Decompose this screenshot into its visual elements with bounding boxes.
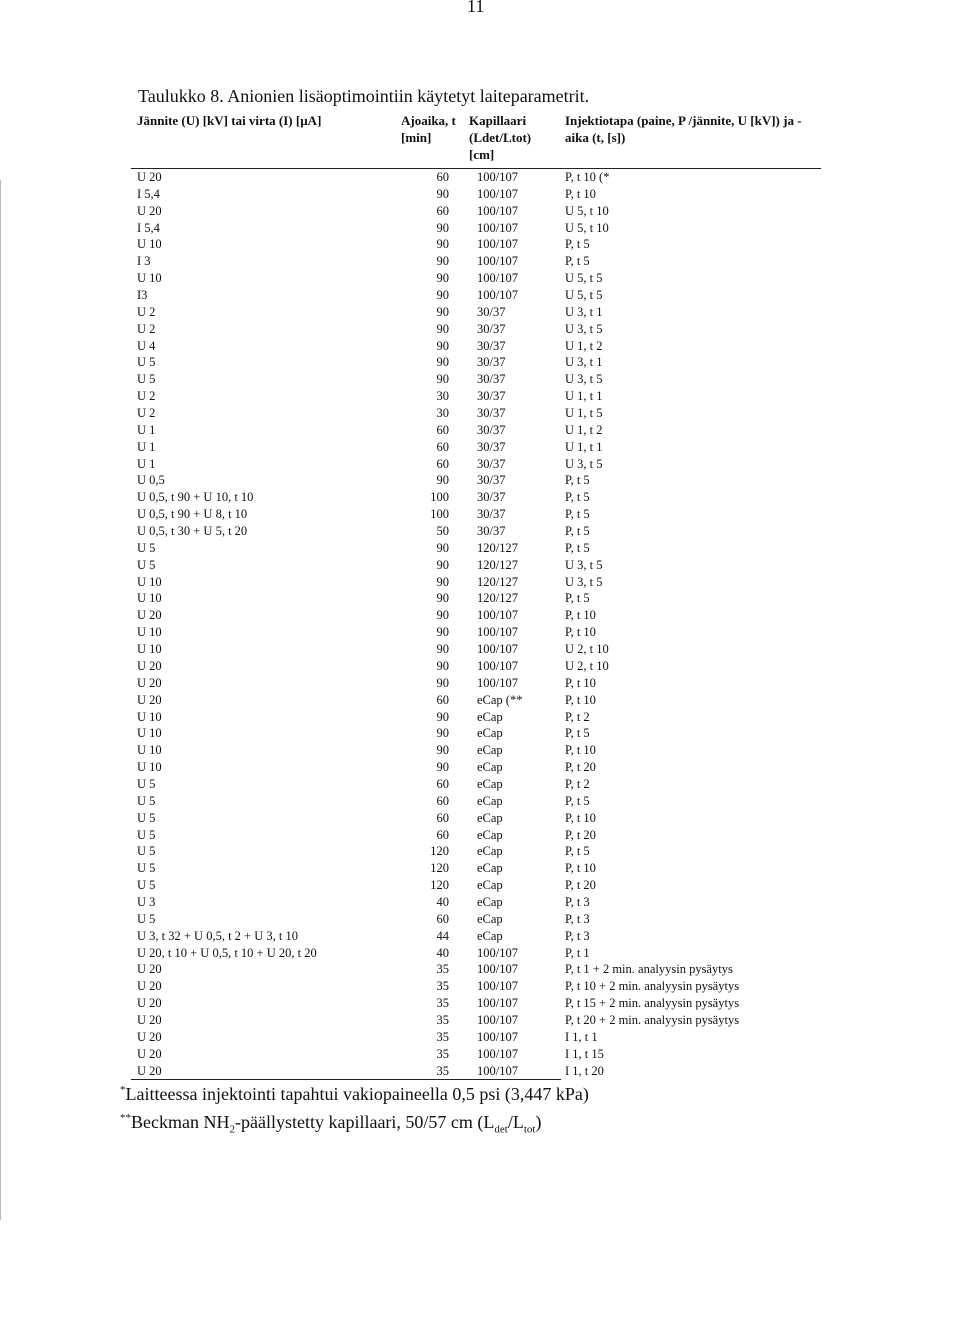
cell-capillary: eCap bbox=[477, 760, 503, 775]
cell-injection: P, t 1 + 2 min. analyysin pysäytys bbox=[565, 962, 733, 977]
cell-capillary: 30/37 bbox=[477, 490, 506, 505]
cell-voltage-current: U 20 bbox=[137, 962, 162, 977]
cell-voltage-current: U 10 bbox=[137, 271, 162, 286]
cell-voltage-current: U 5 bbox=[137, 776, 156, 791]
table-row bbox=[131, 759, 821, 776]
header-capillary: Kapillaari (Ldet/Ltot) [cm] bbox=[469, 113, 532, 162]
table-row bbox=[131, 1029, 821, 1046]
cell-run-time: 60 bbox=[436, 810, 449, 825]
table-row bbox=[131, 557, 821, 574]
cell-run-time: 60 bbox=[436, 911, 449, 926]
table-row bbox=[131, 388, 821, 405]
cell-run-time: 60 bbox=[436, 203, 449, 218]
cell-run-time: 90 bbox=[436, 186, 449, 201]
cell-run-time: 50 bbox=[436, 524, 449, 539]
cell-capillary: 30/37 bbox=[477, 456, 506, 471]
cell-capillary: 30/37 bbox=[477, 338, 506, 353]
cell-run-time: 120 bbox=[430, 844, 449, 859]
cell-injection: P, t 20 bbox=[565, 827, 596, 842]
cell-voltage-current: U 10 bbox=[137, 642, 162, 657]
cell-injection: P, t 5 bbox=[565, 254, 590, 269]
cell-injection: U 2, t 10 bbox=[565, 658, 609, 673]
cell-injection: P, t 10 (* bbox=[565, 170, 610, 184]
cell-injection: U 3, t 1 bbox=[565, 304, 603, 319]
cell-voltage-current: U 10 bbox=[137, 726, 162, 741]
cell-voltage-current: U 5 bbox=[137, 355, 156, 370]
cell-injection: I 1, t 15 bbox=[565, 1046, 604, 1061]
table-row bbox=[131, 709, 821, 726]
cell-capillary: 100/107 bbox=[477, 675, 518, 690]
cell-injection: P, t 3 bbox=[565, 894, 590, 909]
table-row bbox=[131, 472, 821, 489]
cell-injection: P, t 5 bbox=[565, 507, 590, 522]
cell-capillary: 100/107 bbox=[477, 962, 518, 977]
cell-run-time: 90 bbox=[436, 574, 449, 589]
cell-run-time: 60 bbox=[436, 793, 449, 808]
cell-capillary: 30/37 bbox=[477, 389, 506, 404]
cell-capillary: eCap bbox=[477, 861, 503, 876]
cell-injection: P, t 20 + 2 min. analyysin pysäytys bbox=[565, 1012, 740, 1027]
cell-voltage-current: I 5,4 bbox=[137, 186, 160, 201]
cell-injection: U 5, t 5 bbox=[565, 288, 603, 303]
table-row bbox=[131, 995, 821, 1012]
table-body bbox=[131, 169, 821, 1079]
cell-run-time: 90 bbox=[436, 355, 449, 370]
table-row bbox=[131, 456, 821, 473]
table-row bbox=[131, 186, 821, 203]
cell-run-time: 30 bbox=[436, 389, 449, 404]
table-row bbox=[131, 371, 821, 388]
cell-capillary: 100/107 bbox=[477, 608, 518, 623]
cell-voltage-current: U 20 bbox=[137, 692, 162, 707]
cell-capillary: 100/107 bbox=[477, 1046, 518, 1061]
cell-injection: P, t 5 bbox=[565, 726, 590, 741]
cell-capillary: 30/37 bbox=[477, 473, 506, 488]
table-row bbox=[131, 590, 821, 607]
cell-voltage-current: U 5 bbox=[137, 372, 156, 387]
table-row bbox=[131, 253, 821, 270]
cell-run-time: 60 bbox=[436, 170, 449, 184]
cell-run-time: 90 bbox=[436, 675, 449, 690]
cell-capillary: 100/107 bbox=[477, 170, 518, 184]
cell-injection: P, t 10 bbox=[565, 675, 596, 690]
table-row bbox=[131, 675, 821, 692]
cell-injection: P, t 10 bbox=[565, 186, 596, 201]
cell-voltage-current: U 20 bbox=[137, 1063, 162, 1078]
left-margin-line bbox=[0, 180, 1, 1220]
cell-injection: U 5, t 5 bbox=[565, 271, 603, 286]
table-row bbox=[131, 489, 821, 506]
footnote-1-text: Laitteessa injektointi tapahtui vakiopaineella 0,5 psi (3,447 kPa) bbox=[125, 1084, 589, 1104]
cell-capillary: eCap bbox=[477, 827, 503, 842]
cell-voltage-current: U 20 bbox=[137, 658, 162, 673]
table-row bbox=[131, 169, 821, 186]
cell-injection: I 1, t 20 bbox=[565, 1063, 604, 1078]
cell-injection: U 1, t 2 bbox=[565, 338, 603, 353]
table-row bbox=[131, 506, 821, 523]
cell-voltage-current: U 5 bbox=[137, 810, 156, 825]
parameter-table bbox=[131, 110, 821, 1080]
cell-capillary: 30/37 bbox=[477, 524, 506, 539]
cell-run-time: 90 bbox=[436, 372, 449, 387]
cell-voltage-current: U 20 bbox=[137, 1046, 162, 1061]
cell-capillary: eCap bbox=[477, 911, 503, 926]
table-row bbox=[131, 827, 821, 844]
footnote-2-sub-tot: tot bbox=[523, 1123, 536, 1136]
cell-run-time: 40 bbox=[436, 945, 449, 960]
cell-run-time: 90 bbox=[436, 608, 449, 623]
cell-capillary: 100/107 bbox=[477, 220, 518, 235]
cell-run-time: 90 bbox=[436, 254, 449, 269]
cell-capillary: eCap bbox=[477, 844, 503, 859]
cell-capillary: 100/107 bbox=[477, 979, 518, 994]
table-row bbox=[131, 641, 821, 658]
cell-voltage-current: U 5 bbox=[137, 861, 156, 876]
cell-voltage-current: U 5 bbox=[137, 827, 156, 842]
cell-injection: P, t 20 bbox=[565, 760, 596, 775]
cell-capillary: eCap bbox=[477, 776, 503, 791]
cell-voltage-current: U 5 bbox=[137, 911, 156, 926]
cell-voltage-current: U 20 bbox=[137, 608, 162, 623]
cell-injection: P, t 3 bbox=[565, 911, 590, 926]
footnote-2-sub: 2 bbox=[229, 1123, 235, 1136]
cell-voltage-current: U 1 bbox=[137, 456, 156, 471]
cell-capillary: 100/107 bbox=[477, 658, 518, 673]
cell-capillary: 120/127 bbox=[477, 540, 518, 555]
table-row bbox=[131, 810, 821, 827]
cell-voltage-current: I 3 bbox=[137, 254, 151, 269]
cell-voltage-current: U 20 bbox=[137, 170, 162, 184]
footnote-2-text-c: /L bbox=[507, 1112, 524, 1132]
cell-injection: P, t 5 bbox=[565, 844, 590, 859]
cell-capillary: 100/107 bbox=[477, 1063, 518, 1078]
cell-voltage-current: U 2 bbox=[137, 406, 156, 421]
cell-capillary: eCap bbox=[477, 743, 503, 758]
table-header bbox=[131, 110, 821, 169]
cell-run-time: 90 bbox=[436, 642, 449, 657]
cell-injection: P, t 10 bbox=[565, 743, 596, 758]
cell-run-time: 60 bbox=[436, 692, 449, 707]
cell-voltage-current: U 2 bbox=[137, 304, 156, 319]
cell-capillary: eCap bbox=[477, 726, 503, 741]
cell-run-time: 60 bbox=[436, 439, 449, 454]
table-row bbox=[131, 860, 821, 877]
cell-voltage-current: U 2 bbox=[137, 321, 156, 336]
cell-run-time: 44 bbox=[436, 928, 449, 943]
footnote-2-text-b: -päällystetty kapillaari, 50/57 cm (L bbox=[234, 1112, 495, 1132]
cell-voltage-current: U 10 bbox=[137, 625, 162, 640]
header-run-time: Ajoaika, t [min] bbox=[401, 113, 456, 145]
cell-run-time: 90 bbox=[436, 321, 449, 336]
table-row bbox=[131, 1046, 821, 1063]
cell-voltage-current: U 10 bbox=[137, 743, 162, 758]
cell-run-time: 90 bbox=[436, 304, 449, 319]
cell-injection: P, t 5 bbox=[565, 490, 590, 505]
table-row bbox=[131, 843, 821, 860]
cell-run-time: 35 bbox=[436, 1046, 449, 1061]
cell-injection: P, t 5 bbox=[565, 540, 590, 555]
table-caption: Taulukko 8. Anionien lisäoptimointiin käytetyt laiteparametrit. bbox=[138, 86, 590, 106]
cell-injection: U 1, t 1 bbox=[565, 389, 603, 404]
cell-injection: P, t 10 bbox=[565, 692, 596, 707]
cell-capillary: 100/107 bbox=[477, 945, 518, 960]
table-row bbox=[131, 928, 821, 945]
cell-injection: P, t 1 bbox=[565, 945, 590, 960]
cell-voltage-current: U 10 bbox=[137, 709, 162, 724]
cell-run-time: 90 bbox=[436, 338, 449, 353]
cell-run-time: 40 bbox=[436, 894, 449, 909]
cell-capillary: eCap bbox=[477, 878, 503, 893]
cell-injection: U 3, t 5 bbox=[565, 321, 603, 336]
cell-capillary: 120/127 bbox=[477, 591, 518, 606]
table-row bbox=[131, 624, 821, 641]
cell-voltage-current: U 5 bbox=[137, 557, 156, 572]
cell-run-time: 90 bbox=[436, 709, 449, 724]
cell-capillary: 100/107 bbox=[477, 271, 518, 286]
cell-injection: U 3, t 5 bbox=[565, 574, 603, 589]
cell-injection: U 5, t 10 bbox=[565, 220, 609, 235]
table-row bbox=[131, 540, 821, 557]
cell-run-time: 35 bbox=[436, 996, 449, 1011]
cell-voltage-current: U 3, t 32 + U 0,5, t 2 + U 3, t 10 bbox=[137, 928, 298, 943]
cell-injection: P, t 15 + 2 min. analyysin pysäytys bbox=[565, 996, 740, 1011]
cell-voltage-current: U 0,5, t 90 + U 10, t 10 bbox=[137, 490, 254, 505]
cell-run-time: 30 bbox=[436, 406, 449, 421]
cell-injection: U 3, t 1 bbox=[565, 355, 603, 370]
footnote-2 bbox=[120, 1106, 589, 1142]
cell-injection: P, t 5 bbox=[565, 524, 590, 539]
cell-run-time: 90 bbox=[436, 237, 449, 252]
cell-voltage-current: U 5 bbox=[137, 540, 156, 555]
cell-run-time: 120 bbox=[430, 861, 449, 876]
cell-injection: U 2, t 10 bbox=[565, 642, 609, 657]
cell-capillary: 30/37 bbox=[477, 507, 506, 522]
cell-capillary: eCap bbox=[477, 793, 503, 808]
table-row bbox=[131, 523, 821, 540]
table-row bbox=[131, 894, 821, 911]
cell-run-time: 90 bbox=[436, 591, 449, 606]
cell-injection: P, t 2 bbox=[565, 709, 590, 724]
cell-injection: P, t 20 bbox=[565, 878, 596, 893]
cell-run-time: 35 bbox=[436, 1029, 449, 1044]
cell-voltage-current: U 20, t 10 + U 0,5, t 10 + U 20, t 20 bbox=[137, 945, 317, 960]
cell-run-time: 90 bbox=[436, 625, 449, 640]
cell-voltage-current: I3 bbox=[137, 288, 148, 303]
cell-injection: U 1, t 1 bbox=[565, 439, 603, 454]
cell-capillary: 30/37 bbox=[477, 406, 506, 421]
table-row bbox=[131, 321, 821, 338]
cell-voltage-current: U 0,5, t 90 + U 8, t 10 bbox=[137, 507, 248, 522]
table-row bbox=[131, 220, 821, 237]
cell-capillary: 100/107 bbox=[477, 254, 518, 269]
cell-capillary: 100/107 bbox=[477, 186, 518, 201]
footnote-2-text-d: ) bbox=[535, 1112, 542, 1132]
table-row bbox=[131, 742, 821, 759]
table-row bbox=[131, 945, 821, 962]
cell-run-time: 100 bbox=[430, 507, 449, 522]
footnote-1-mark: * bbox=[120, 1084, 126, 1096]
cell-run-time: 90 bbox=[436, 760, 449, 775]
cell-voltage-current: U 20 bbox=[137, 996, 162, 1011]
table-row bbox=[131, 961, 821, 978]
cell-voltage-current: U 1 bbox=[137, 422, 156, 437]
table-row bbox=[131, 304, 821, 321]
cell-run-time: 90 bbox=[436, 473, 449, 488]
cell-voltage-current: U 10 bbox=[137, 237, 162, 252]
table-row bbox=[131, 978, 821, 995]
cell-capillary: 30/37 bbox=[477, 304, 506, 319]
cell-run-time: 60 bbox=[436, 776, 449, 791]
table-row bbox=[131, 354, 821, 371]
cell-injection: P, t 10 bbox=[565, 608, 596, 623]
table-row bbox=[131, 692, 821, 709]
table-row bbox=[131, 439, 821, 456]
cell-capillary: 30/37 bbox=[477, 372, 506, 387]
cell-run-time: 35 bbox=[436, 979, 449, 994]
cell-capillary: 30/37 bbox=[477, 321, 506, 336]
cell-injection: P, t 5 bbox=[565, 591, 590, 606]
table-row bbox=[131, 287, 821, 304]
table-row bbox=[131, 1063, 821, 1080]
cell-injection: U 5, t 10 bbox=[565, 203, 609, 218]
cell-run-time: 60 bbox=[436, 456, 449, 471]
cell-voltage-current: U 5 bbox=[137, 844, 156, 859]
cell-capillary: 100/107 bbox=[477, 625, 518, 640]
cell-run-time: 90 bbox=[436, 726, 449, 741]
header-voltage-current: Jännite (U) [kV] tai virta (I) [µA] bbox=[137, 113, 322, 128]
cell-injection: U 1, t 5 bbox=[565, 406, 603, 421]
cell-capillary: 120/127 bbox=[477, 574, 518, 589]
cell-capillary: 100/107 bbox=[477, 237, 518, 252]
cell-capillary: 100/107 bbox=[477, 288, 518, 303]
cell-voltage-current: U 20 bbox=[137, 1012, 162, 1027]
cell-capillary: 30/37 bbox=[477, 422, 506, 437]
cell-run-time: 90 bbox=[436, 220, 449, 235]
table-row bbox=[131, 338, 821, 355]
table-row bbox=[131, 776, 821, 793]
page-number: 11 bbox=[467, 0, 485, 16]
cell-injection: I 1, t 1 bbox=[565, 1029, 598, 1044]
cell-voltage-current: U 2 bbox=[137, 389, 156, 404]
footnote-2-sub-det: det bbox=[494, 1123, 508, 1136]
table-row bbox=[131, 607, 821, 624]
cell-run-time: 60 bbox=[436, 422, 449, 437]
cell-capillary: eCap (** bbox=[477, 692, 523, 707]
cell-injection: P, t 5 bbox=[565, 793, 590, 808]
cell-capillary: eCap bbox=[477, 928, 503, 943]
cell-run-time: 90 bbox=[436, 540, 449, 555]
table-row bbox=[131, 1012, 821, 1029]
cell-capillary: 30/37 bbox=[477, 355, 506, 370]
cell-voltage-current: U 1 bbox=[137, 439, 156, 454]
cell-capillary: 100/107 bbox=[477, 1012, 518, 1027]
footnote-2-text-a: Beckman NH bbox=[131, 1112, 230, 1132]
cell-capillary: eCap bbox=[477, 810, 503, 825]
cell-run-time: 90 bbox=[436, 557, 449, 572]
cell-run-time: 60 bbox=[436, 827, 449, 842]
cell-capillary: 120/127 bbox=[477, 557, 518, 572]
cell-voltage-current: U 20 bbox=[137, 979, 162, 994]
cell-voltage-current: U 20 bbox=[137, 1029, 162, 1044]
cell-capillary: 100/107 bbox=[477, 642, 518, 657]
table-row bbox=[131, 574, 821, 591]
table-row bbox=[131, 725, 821, 742]
cell-injection: P, t 2 bbox=[565, 776, 590, 791]
footnote-2-mark: ** bbox=[120, 1112, 131, 1124]
cell-capillary: 30/37 bbox=[477, 439, 506, 454]
cell-run-time: 90 bbox=[436, 658, 449, 673]
cell-injection: P, t 10 + 2 min. analyysin pysäytys bbox=[565, 979, 740, 994]
cell-injection: P, t 5 bbox=[565, 237, 590, 252]
cell-injection: P, t 10 bbox=[565, 625, 596, 640]
table-row bbox=[131, 793, 821, 810]
cell-injection: U 3, t 5 bbox=[565, 557, 603, 572]
cell-capillary: eCap bbox=[477, 709, 503, 724]
footnote-1 bbox=[120, 1078, 589, 1106]
cell-run-time: 35 bbox=[436, 962, 449, 977]
cell-run-time: 100 bbox=[430, 490, 449, 505]
cell-injection: P, t 10 bbox=[565, 861, 596, 876]
table-row bbox=[131, 422, 821, 439]
table-row bbox=[131, 658, 821, 675]
cell-voltage-current: U 10 bbox=[137, 760, 162, 775]
cell-injection: P, t 10 bbox=[565, 810, 596, 825]
cell-voltage-current: U 4 bbox=[137, 338, 156, 353]
cell-voltage-current: U 3 bbox=[137, 894, 156, 909]
cell-voltage-current: U 0,5, t 30 + U 5, t 20 bbox=[137, 524, 248, 539]
cell-voltage-current: U 5 bbox=[137, 878, 156, 893]
table-row bbox=[131, 877, 821, 894]
cell-run-time: 90 bbox=[436, 743, 449, 758]
cell-voltage-current: I 5,4 bbox=[137, 220, 160, 235]
cell-voltage-current: U 10 bbox=[137, 574, 162, 589]
cell-voltage-current: U 20 bbox=[137, 675, 162, 690]
cell-voltage-current: U 5 bbox=[137, 793, 156, 808]
header-injection: Injektiotapa (paine, P /jännite, U [kV]) ja -aika (t, [s]) bbox=[565, 113, 802, 145]
cell-voltage-current: U 0,5 bbox=[137, 473, 165, 488]
cell-run-time: 35 bbox=[436, 1012, 449, 1027]
table-row bbox=[131, 270, 821, 287]
cell-injection: P, t 3 bbox=[565, 928, 590, 943]
cell-injection: U 3, t 5 bbox=[565, 456, 603, 471]
cell-capillary: eCap bbox=[477, 894, 503, 909]
table-row bbox=[131, 236, 821, 253]
table-row bbox=[131, 203, 821, 220]
cell-injection: U 1, t 2 bbox=[565, 422, 603, 437]
cell-voltage-current: U 10 bbox=[137, 591, 162, 606]
cell-capillary: 100/107 bbox=[477, 996, 518, 1011]
cell-capillary: 100/107 bbox=[477, 1029, 518, 1044]
cell-injection: U 3, t 5 bbox=[565, 372, 603, 387]
cell-run-time: 90 bbox=[436, 288, 449, 303]
cell-injection: P, t 5 bbox=[565, 473, 590, 488]
cell-run-time: 90 bbox=[436, 271, 449, 286]
cell-run-time: 120 bbox=[430, 878, 449, 893]
footnotes bbox=[120, 1078, 589, 1142]
table-row bbox=[131, 911, 821, 928]
table-row bbox=[131, 405, 821, 422]
cell-capillary: 100/107 bbox=[477, 203, 518, 218]
cell-run-time: 35 bbox=[436, 1063, 449, 1078]
cell-voltage-current: U 20 bbox=[137, 203, 162, 218]
